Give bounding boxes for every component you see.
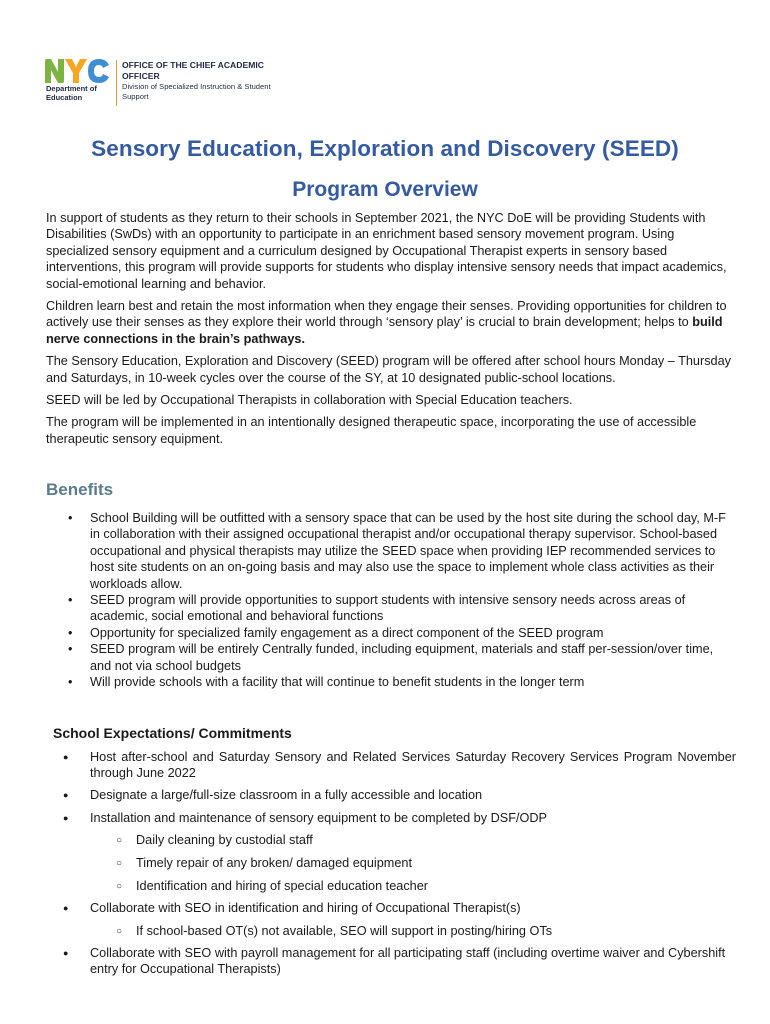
list-item: ● Designate a large/full-size classroom in a fully accessible and location [90, 788, 736, 804]
list-item: • Opportunity for specialized family engagement as a direct component of the SEED program [90, 625, 736, 641]
sub-list-item: ○ Identification and hiring of special education teacher [136, 879, 736, 895]
expectations-section [46, 750, 736, 985]
document-subtitle: Program Overview [292, 178, 478, 201]
department-of-education-label: Department of Education [46, 84, 97, 102]
list-item [90, 811, 736, 894]
sub-list [90, 833, 736, 894]
list-item: ● Host after-school and Saturday Sensory and Related Services Saturday Recovery Services Program November through June 2022 [90, 750, 736, 781]
office-block [122, 60, 292, 101]
expectations-list [46, 750, 736, 978]
benefits-list [46, 510, 736, 690]
intro-section [46, 210, 736, 453]
list-item-text: Collaborate with SEO in identification and hiring of Occupational Therapist(s) [90, 901, 521, 916]
list-item: • SEED program will provide opportunities to support students with intensive sensory needs across areas of academic, social emotional and behavioral functions [90, 592, 736, 625]
intro-paragraph-2-emphasis: build nerve connections in the brain’s pathways. [46, 315, 723, 346]
list-item: • School Building will be outfitted with a sensory space that can be used by the host site during the school day, M-F in collaboration with their assigned occupational therapist and/or occupational therapy supervisor. School-based occupational and physical therapists may utilize the SEED space when providing IEP recommended services to host site students on an on-going basis and may also use the space to implement whole class activities as their workloads allow. [90, 510, 736, 592]
intro-paragraph-3: The Sensory Education, Exploration and Discovery (SEED) program will be offered after school hours Monday – Thursday and Saturdays, in 10-week cycles over the course of the SY, at 10 designated public-school locations. [46, 354, 731, 385]
expectations-heading: School Expectations/ Commitments [53, 725, 292, 741]
office-title: OFFICE OF THE CHIEF ACADEMIC OFFICER [122, 60, 264, 81]
sub-list-item: ○ Timely repair of any broken/ damaged equipment [136, 856, 736, 872]
office-subtitle: Division of Specialized Instruction & Student Support [122, 82, 271, 101]
intro-paragraph-2 [46, 298, 736, 347]
sub-list-item: ○ If school-based OT(s) not available, SEO will support in posting/hiring OTs [136, 924, 736, 940]
document-title: Sensory Education, Exploration and Discovery (SEED) [91, 136, 679, 161]
list-item [90, 901, 736, 939]
benefits-section [46, 510, 736, 690]
list-item: • SEED program will be entirely Centrally funded, including equipment, materials and staff per-session/over time, and not via school budgets [90, 641, 736, 674]
sub-list [90, 924, 736, 940]
intro-paragraph-1: In support of students as they return to their schools in September 2021, the NYC DoE will be providing Students with Disabilities (SwDs) with an opportunity to participate in an enrichment based sensory movement program. Using specialized sensory equipment and a curriculum designed by Occupational Therapist experts in sensory based interventions, this program will provide supports for students who display intensive sensory needs that impact academics, social-emotional learning and behavior. [46, 211, 727, 291]
intro-paragraph-4: SEED will be led by Occupational Therapists in collaboration with Special Education teachers. [46, 393, 573, 408]
sub-list-item: ○ Daily cleaning by custodial staff [136, 833, 736, 849]
list-item-text: Installation and maintenance of sensory equipment to be completed by DSF/ODP [90, 810, 548, 825]
nyc-doe-logo [44, 58, 271, 106]
nyc-logo-mark-icon [44, 58, 110, 84]
logo-divider [116, 60, 117, 106]
list-item: • Will provide schools with a facility that will continue to benefit students in the longer term [90, 674, 736, 690]
intro-paragraph-2-text: Children learn best and retain the most information when they engage their senses. Providing opportunities for children to actively use their senses as they explore their world through ‘sensory play’ is crucial to brain development; helps to [46, 299, 727, 330]
list-item: ● Collaborate with SEO with payroll management for all participating staff (including overtime waiver and Cybershift entry for Occupational Therapists) [90, 946, 736, 977]
intro-paragraph-5: The program will be implemented in an intentionally designed therapeutic space, incorporating the use of accessible therapeutic sensory equipment. [46, 415, 697, 446]
benefits-heading: Benefits [46, 480, 114, 499]
